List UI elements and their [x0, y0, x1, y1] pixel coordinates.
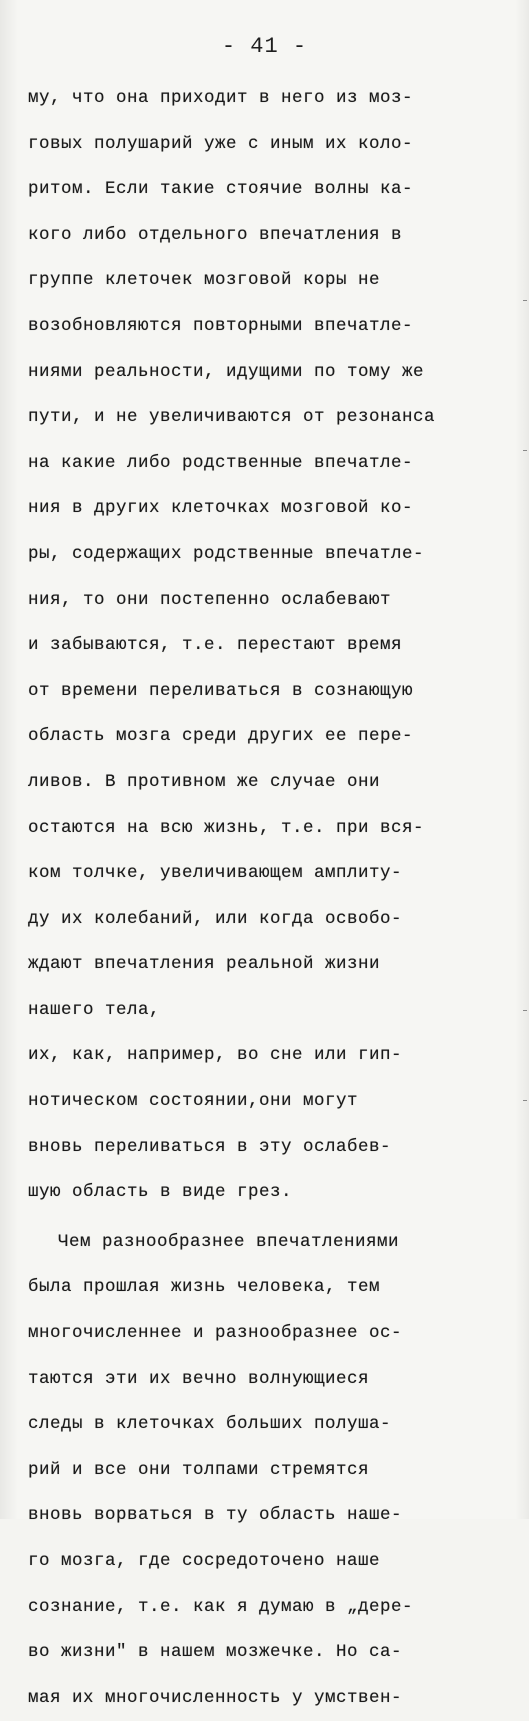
text-line: кого либо отдельного впечатления в	[28, 224, 403, 245]
text-line: пути, и не увеличиваются от резонанса	[28, 407, 436, 428]
text-line: следы в клеточках больших полуша-	[28, 1414, 392, 1435]
margin-tick	[523, 300, 527, 301]
text-line: многочисленнее и разнообразнее ос-	[28, 1323, 403, 1344]
text-line: ниями реальности, идущими по тому же	[28, 361, 425, 382]
margin-tick	[523, 1010, 527, 1011]
text-line: их, как, например, во сне или гип-	[28, 1045, 403, 1066]
text-line: сознание, т.е. как я думаю в „дере-	[28, 1596, 414, 1617]
text-line: ритом. Если такие стоячие волны ка-	[28, 179, 414, 200]
text-line: му, что она приходит в него из моз-	[28, 88, 414, 108]
text-line: ры, содержащих родственные впечатле-	[28, 543, 425, 564]
text-line: во жизни" в нашем мозжечке. Но са-	[28, 1642, 403, 1663]
text-line: ком толчке, увеличивающем амплиту-	[28, 863, 403, 884]
text-line: рий и все они толпами стремятся	[28, 1459, 370, 1480]
margin-tick	[523, 450, 527, 451]
text-line: вновь переливаться в эту ослабев-	[28, 1136, 392, 1157]
text-line: таются эти их вечно волнующиеся	[28, 1368, 370, 1389]
text-line: на какие либо родственные впечатле-	[28, 452, 414, 473]
text-line: ду их колебаний, или когда освобо-	[28, 908, 403, 929]
text-line: ния, то они постепенно ослабевают	[28, 589, 392, 610]
text-line: вновь ворваться в ту область наше-	[28, 1505, 403, 1526]
text-line: и забываются, т.е. перестают время	[28, 635, 403, 656]
text-line: возобновляются повторными впечатле-	[28, 315, 414, 336]
text-line: нотическом состоянии,они могут	[28, 1091, 359, 1112]
text-line: область мозга среди других ее пере-	[28, 726, 414, 747]
text-line: была прошлая жизнь человека, тем	[28, 1277, 381, 1298]
text-line: говых полушарий уже с иным их коло-	[28, 133, 414, 154]
text-line: мая их многочисленность у умствен-	[28, 1687, 403, 1708]
text-line: нашего тела,	[28, 999, 161, 1020]
body-text	[28, 76, 528, 1721]
text-line: ливов. В противном же случае они	[28, 771, 381, 792]
text-line: го мозга, где сосредоточено наше	[28, 1551, 381, 1571]
paragraph-first-line: Чем разнообразнее впечатлениями	[58, 1231, 400, 1252]
text-line: ждают впечатления реальной жизни	[28, 954, 381, 975]
text-line: остаются на всю жизнь, т.е. при вся-	[28, 817, 425, 838]
text-line: от времени переливаться в сознающую	[28, 680, 414, 701]
text-line: шую область в виде грез.	[28, 1182, 293, 1203]
margin-tick	[523, 1100, 527, 1101]
text-line: группе клеточек мозговой коры не	[28, 270, 381, 291]
page-number: - 41 -	[221, 34, 308, 59]
text-line: ния в других клеточках мозговой ко-	[28, 498, 414, 519]
